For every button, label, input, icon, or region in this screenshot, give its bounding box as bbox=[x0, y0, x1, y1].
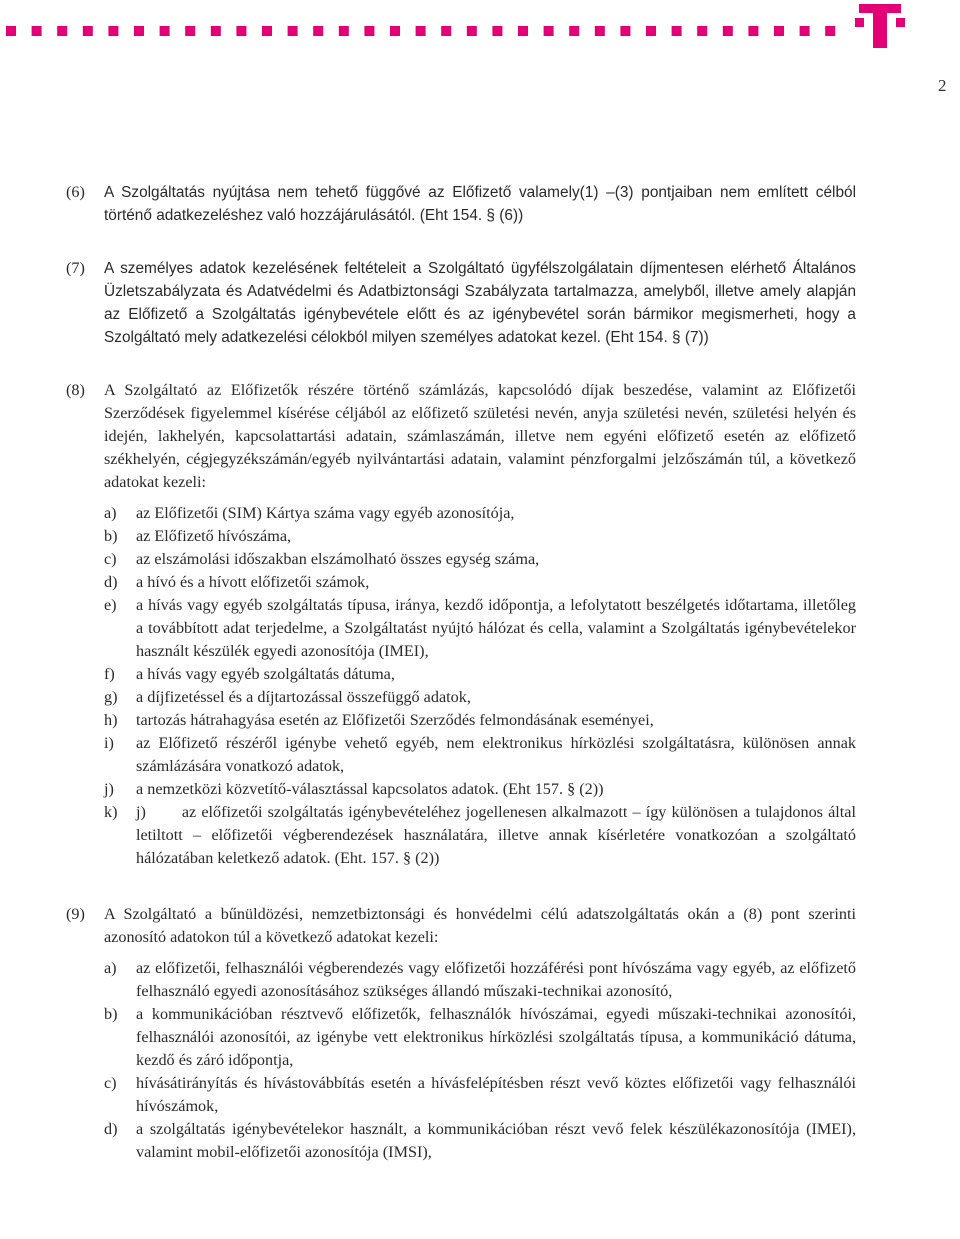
list-letter: a) bbox=[104, 959, 117, 977]
header-dot bbox=[108, 26, 118, 36]
list-item bbox=[104, 594, 856, 663]
list-text: az elszámolási időszakban elszámolható összes egység száma, bbox=[136, 550, 540, 568]
list-item bbox=[104, 1118, 856, 1164]
list-text: a hívó és a hívott előfizetői számok, bbox=[136, 573, 370, 591]
paragraph-8 bbox=[66, 379, 856, 494]
header-dot bbox=[32, 26, 42, 36]
paragraph-text: A személyes adatok kezelésének feltételeit a Szolgáltató ügyfélszolgálatain díjmentesen elérhető Általános Üzletszabályzata és Adatvédelmi és Adatbiztonsági Szabályzata tartalmazza, amelyből, illetve amely alapján az Előfizető a Szolgáltatás igénybevétele előtt és az igénybevétel során bármikor megismerheti, hogy a Szolgáltató mely adatkezelési célokból milyen személyes adatokat kezel. (Eht 154. § (7)) bbox=[104, 260, 856, 346]
list-text: j) az előfizetői szolgáltatás igénybevételéhez jogellenesen alkalmazott – így különösen a tulajdonos által letiltott – előfizetői végberendezések használatára, illetve annak kísérletére vonatkozóan a szolgáltató hálózatában keletkező adatok. (Eht. 157. § (2)) bbox=[136, 803, 861, 867]
paragraph-number: (8) bbox=[66, 381, 85, 399]
list-text: a szolgáltatás igénybevételekor használt, a kommunikációban részt vevő felek készülékazonosítója (IMEI), valamint mobil-előfizetői azonosítója (IMSI), bbox=[136, 1120, 856, 1161]
header-dot bbox=[569, 26, 579, 36]
header-dot bbox=[467, 26, 477, 36]
header-dot bbox=[211, 26, 221, 36]
list-letter: g) bbox=[104, 688, 118, 706]
header-dot bbox=[236, 26, 246, 36]
list-text: hívásátirányítás és hívástovábbítás esetén a hívásfelépítésben részt vevő köztes előfizetői vagy felhasználói hívószámok, bbox=[136, 1074, 856, 1115]
list-item bbox=[104, 686, 856, 709]
header-dot bbox=[313, 26, 323, 36]
list-text: a nemzetközi közvetítő-választással kapcsolatos adatok. (Eht 157. § (2)) bbox=[136, 780, 604, 798]
header-dot bbox=[262, 26, 272, 36]
header-dot bbox=[416, 26, 426, 36]
header-dot bbox=[697, 26, 707, 36]
list-item bbox=[104, 571, 856, 594]
header-dot bbox=[774, 26, 784, 36]
header-dot bbox=[185, 26, 195, 36]
header-dot bbox=[646, 26, 656, 36]
list-letter: k) bbox=[104, 803, 118, 821]
list-text: a hívás vagy egyéb szolgáltatás dátuma, bbox=[136, 665, 395, 683]
header-dot bbox=[620, 26, 630, 36]
header-dot bbox=[390, 26, 400, 36]
paragraph-9-list bbox=[104, 957, 856, 1164]
document-body bbox=[66, 181, 861, 1164]
telekom-t-logo-icon bbox=[855, 0, 905, 52]
list-item bbox=[104, 778, 856, 801]
header-dot bbox=[83, 26, 93, 36]
list-letter: e) bbox=[104, 596, 117, 614]
list-letter: j) bbox=[104, 780, 114, 798]
list-item bbox=[104, 525, 856, 548]
paragraph-text: A Szolgáltató az Előfizetők részére történő számlázás, kapcsolódó díjak beszedése, valamint az Előfizetői Szerződések figyelemmel kísérése céljából az előfizető születési nevén, anyja születési nevén, születési helyén és idején, lakhelyén, kapcsolattartási adatain, számlaszámán, illetve nem egyéni előfizető esetén az előfizető székhelyén, cégjegyzékszámán/egyéb nyilvántartási adatain, valamint pénzforgalmi jelzőszámán túl, a következő adatokat kezeli: bbox=[104, 381, 856, 491]
list-text: a hívás vagy egyéb szolgáltatás típusa, iránya, kezdő időpontja, a lefolytatott beszélgetés időtartama, illetőleg a továbbított adat terjedelme, a Szolgáltatást nyújtó hálózat és cella, valamint a Szolgáltatás igénybevételekor használt készülék egyedi azonosítója (IMEI), bbox=[136, 596, 856, 660]
header-dot bbox=[441, 26, 451, 36]
header-dot bbox=[160, 26, 170, 36]
header-dot bbox=[492, 26, 502, 36]
list-item bbox=[104, 957, 856, 1003]
list-letter: d) bbox=[104, 573, 118, 591]
paragraph-text: A Szolgáltatás nyújtása nem tehető függővé az Előfizető valamely(1) –(3) pontjaiban nem említett célból történő adatkezeléshez való hozzájárulásától. (Eht 154. § (6)) bbox=[104, 184, 856, 224]
list-letter: d) bbox=[104, 1120, 118, 1138]
header-dot bbox=[339, 26, 349, 36]
list-text: az Előfizető hívószáma, bbox=[136, 527, 292, 545]
header-dot bbox=[748, 26, 758, 36]
page-number: 2 bbox=[938, 76, 947, 95]
header-dot bbox=[595, 26, 605, 36]
paragraph-number: (6) bbox=[66, 183, 85, 201]
header-dot bbox=[544, 26, 554, 36]
list-letter: a) bbox=[104, 504, 117, 522]
header-dot bbox=[723, 26, 733, 36]
list-text: az Előfizető részéről igénybe vehető egyéb, nem elektronikus hírközlési szolgáltatásra, különösen annak számlázására vonatkozó adatok, bbox=[136, 734, 856, 775]
list-letter: c) bbox=[104, 1074, 117, 1092]
list-item bbox=[104, 1003, 856, 1072]
list-letter: i) bbox=[104, 734, 114, 752]
list-item bbox=[104, 1072, 856, 1118]
paragraph-text: A Szolgáltató a bűnüldözési, nemzetbiztonsági és honvédelmi célú adatszolgáltatás okán a (8) pont szerinti azonosító adatokon túl a következő adatokat kezeli: bbox=[104, 905, 856, 946]
list-letter: h) bbox=[104, 711, 118, 729]
list-letter: f) bbox=[104, 665, 115, 683]
list-text: az előfizetői, felhasználói végberendezés vagy előfizetői hozzáférési pont hívószáma vagy egyéb, az előfizető felhasználó egyedi azonosításához szükséges állandó műszaki-technikai azonosító, bbox=[136, 959, 856, 1000]
list-item bbox=[104, 502, 856, 525]
list-item bbox=[104, 801, 861, 870]
list-letter: b) bbox=[104, 1005, 118, 1023]
list-item bbox=[104, 663, 856, 686]
list-text: az Előfizetői (SIM) Kártya száma vagy egyéb azonosítója, bbox=[136, 504, 515, 522]
header-dot bbox=[134, 26, 144, 36]
header-dot-bar bbox=[0, 25, 855, 37]
paragraph-number: (7) bbox=[66, 259, 85, 277]
list-letter: b) bbox=[104, 527, 118, 545]
list-text: a díjfizetéssel és a díjtartozással összefüggő adatok, bbox=[136, 688, 471, 706]
list-text: a kommunikációban résztvevő előfizetők, felhasználók hívószámai, egyedi műszaki-technikai azonosítói, felhasználói azonosítói, az igénybe vett elektronikus hírközlési szolgáltatás típusa, a kommunikáció dátuma, kezdő és záró időpontja, bbox=[136, 1005, 856, 1069]
header-dot bbox=[800, 26, 810, 36]
header-dot bbox=[364, 26, 374, 36]
header-dot bbox=[825, 26, 835, 36]
list-item bbox=[104, 732, 856, 778]
header-dot bbox=[518, 26, 528, 36]
header-dot bbox=[288, 26, 298, 36]
list-letter: c) bbox=[104, 550, 117, 568]
paragraph-8-list bbox=[104, 502, 861, 870]
paragraph-6 bbox=[66, 181, 856, 227]
list-text: tartozás hátrahagyása esetén az Előfizetői Szerződés felmondásának eseményei, bbox=[136, 711, 654, 729]
header-dot bbox=[672, 26, 682, 36]
header-dot bbox=[57, 26, 67, 36]
paragraph-9 bbox=[66, 903, 856, 949]
paragraph-number: (9) bbox=[66, 905, 85, 923]
header-dot bbox=[6, 26, 16, 36]
paragraph-7 bbox=[66, 257, 856, 349]
list-item bbox=[104, 548, 856, 571]
list-item bbox=[104, 709, 856, 732]
